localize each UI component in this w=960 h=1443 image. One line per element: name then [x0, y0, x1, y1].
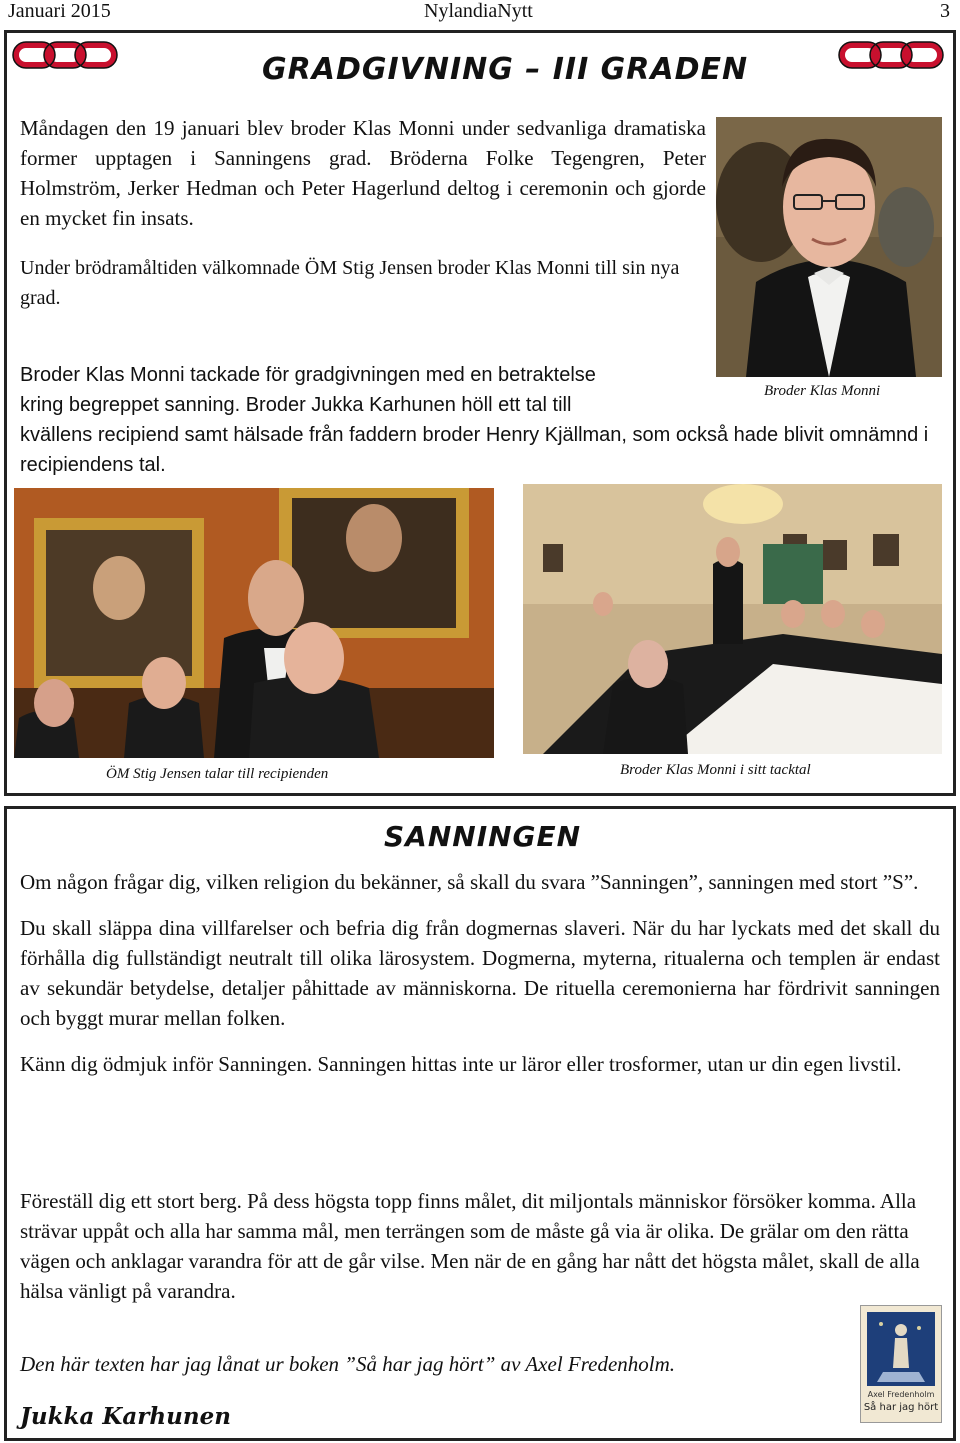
article2-para4: Föreställ dig ett stort berg. På dess högsta topp finns målet, dit miljontals människor försöker komma. Alla strävar uppåt och alla har samma mål, men terrängen som de måste gå via är olika. De grälar om den rätta vägen och anklagar varandra för att de går vilse. Men när de en gång har nått det högsta målet, skall de alla hälsa vänligt på varandra. [20, 1189, 920, 1303]
photo-klas-monni-speech [523, 484, 942, 754]
header-page-number: 3 [940, 0, 950, 22]
chain-ornament-left [12, 40, 118, 70]
article2-quote: Den här texten har jag lånat ur boken ”Så har jag hört” av Axel Fredenholm. [20, 1352, 676, 1376]
header-publication: NylandiaNytt [424, 0, 533, 22]
article1-text-top [20, 113, 706, 313]
book-cover [860, 1305, 942, 1423]
chain-ornament-right [838, 40, 944, 70]
photo-om-stig-jensen-speaking [14, 488, 494, 758]
article1-para3-line1: Broder Klas Monni tackade för gradgivningen med en betraktelse [20, 364, 596, 386]
article2-title: SANNINGEN [384, 820, 582, 853]
article1-para2: Under brödramåltiden välkomnade ÖM Stig Jensen broder Klas Monni till sin nya grad. [20, 257, 680, 309]
article1-para1: Måndagen den 19 januari blev broder Klas Monni under sedvanliga dramatiska former upptagen i Sanningens grad. Bröderna Folke Tegengren, Peter Holmström, Jerker Hedman och Peter Hagerlund deltog i ceremonin och gjorde en mycket fin insats. [20, 116, 706, 230]
article2-author: Jukka Karhunen [20, 1403, 231, 1430]
article2-para4-wrap [20, 1186, 940, 1306]
article1-para3-line2: kring begreppet sanning. Broder Jukka Karhunen höll ett tal till [20, 394, 572, 416]
book-author-name: Axel Fredenholm [867, 1390, 935, 1399]
portrait-caption: Broder Klas Monni [764, 383, 881, 399]
article2-body [20, 867, 940, 1079]
photo-left-caption: ÖM Stig Jensen talar till recipienden [106, 766, 329, 782]
article1-para3-rest: kvällens recipiend samt hälsade från faddern broder Henry Kjällman, som också hade blivit omnämnd i recipiendens tal. [20, 424, 929, 476]
article2-para1: Om någon frågar dig, vilken religion du bekänner, så skall du svara ”Sanningen”, sanningen med stort ”S”. [20, 870, 919, 894]
article1-title: GRADGIVNING – III GRADEN [262, 52, 749, 87]
portrait-photo-klas-monni [716, 117, 942, 377]
article2-para3: Känn dig ödmjuk inför Sanningen. Sanningen hittas inte ur läror eller trosformer, utan ur din egen livstil. [20, 1052, 902, 1076]
photo-right-caption: Broder Klas Monni i sitt tacktal [620, 762, 811, 778]
book-title: Så har jag hört [863, 1402, 939, 1413]
article2-para2: Du skall släppa dina villfarelser och befria dig från dogmernas slaveri. När du har lyckats med det skall du förhålla dig fullständigt neutralt till olika lärosystem. Dogmerna, myterna, ritualerna och templen är endast av sekundär betydelse, detaljer påhittade av människorna. De rituella ceremonierna har fördrivit sanningen och byggt murar mellan folken. [20, 916, 940, 1030]
header-date: Januari 2015 [8, 0, 111, 22]
book-cover-illustration [867, 1312, 935, 1386]
